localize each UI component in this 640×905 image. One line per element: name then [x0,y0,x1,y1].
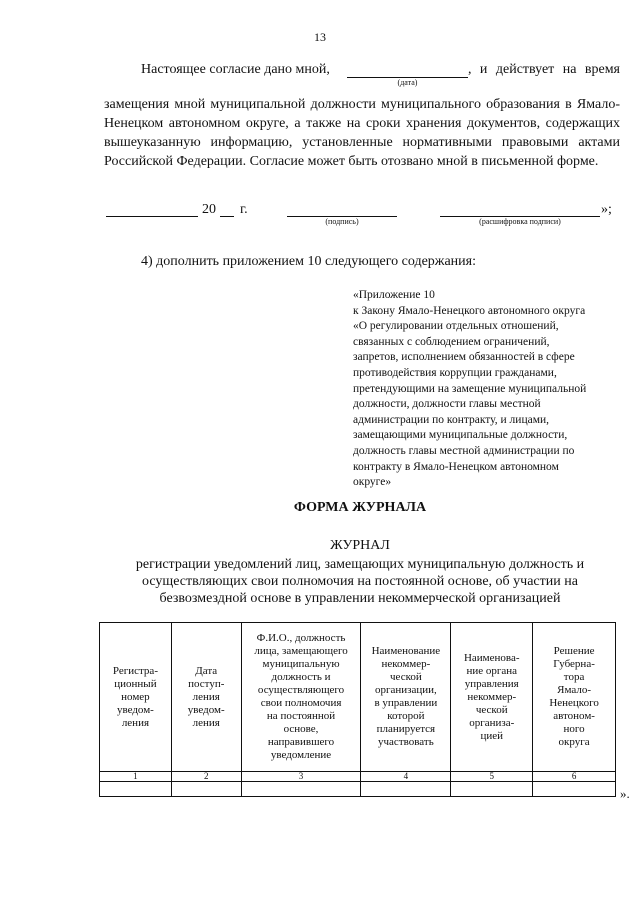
header-line: организации, [374,684,437,696]
consent-paragraph-text: замещения мной муниципальной должности муниципального образования в Ямало-Ненецком автономном округе, а также на сроки хранения документов, содержащих вышеуказанную информацию, установленные нормативными правовыми актами Российской Федерации. Согласие может быть отозвано мной в письменной форме. [104,97,620,169]
signature-caption: (подпись) [325,217,359,226]
column-number: 3 [241,772,361,782]
header-line: ления [121,716,150,729]
appendix-line: «О регулировании отдельных отношений, [353,320,559,333]
empty-cell [241,782,361,797]
header-line: ного [563,723,585,735]
appendix-header [353,288,623,491]
appendix-line: замещающими муниципальные должности, [353,429,568,442]
appendix-line: претендующими на замещение муниципальной [353,382,587,395]
header-line: Ямало- [557,684,591,696]
header-line: тора [563,671,585,683]
column-number: 4 [361,772,451,782]
consent-line-end: , и действует на время [468,62,620,77]
journal-subtitle [100,556,620,607]
consent-line-start: Настоящее согласие дано мной, [141,62,330,77]
empty-cell [361,782,451,797]
header-line: цией [480,729,503,742]
header-cell-reg-number [100,623,172,772]
header-line: округа [558,736,590,748]
table-header-row [100,623,616,772]
header-line: на постоянной [266,710,336,722]
header-line: направившего [267,736,335,748]
consent-paragraph [104,95,620,171]
table-closing: ». [620,786,630,801]
form-title: ФОРМА ЖУРНАЛА [293,500,427,515]
appendix-line: противодействия коррупции гражданами, [353,366,557,379]
empty-cell [533,782,616,797]
header-line: управления [464,677,519,690]
journal-table [99,622,616,797]
appendix-line: запретов, исполнением обязанностей в сфере [353,351,575,364]
column-number: 5 [451,772,533,782]
appendix-line: округе» [353,476,392,489]
appendix-line: должность главы местной администрации по [353,444,575,457]
header-line: Ф.И.О., должность [256,632,346,644]
column-number: 1 [100,772,172,782]
header-line: Губерна- [553,658,595,670]
header-line: планируется [376,723,436,735]
header-line: организа- [469,716,515,729]
header-line: свои полномочия [260,697,342,709]
header-line: Решение [553,645,595,657]
header-line: участвовать [378,736,434,748]
date-caption: (дата) [397,78,418,87]
header-cell-date [171,623,241,772]
header-line: уведомление [270,749,332,761]
header-line: ческой [475,703,508,716]
header-line: Наименование [371,645,441,657]
header-line: некоммер- [381,658,431,670]
header-line: Наименова- [463,651,520,664]
signature-closing: »; [601,202,612,217]
header-line: Ненецкого [549,697,599,709]
header-cell-organization [361,623,451,772]
empty-cell [100,782,172,797]
header-line: которой [387,710,425,722]
header-line: Регистра- [112,664,158,677]
empty-cell [171,782,241,797]
header-line: ления [192,716,220,729]
header-cell-management-body [451,623,533,772]
header-line: ционный [114,677,157,690]
header-line: поступ- [188,677,225,690]
header-line: некоммер- [467,690,517,703]
amendment-text: 4) дополнить приложением 10 следующего содержания: [141,254,476,269]
header-line: Дата [195,664,218,677]
header-cell-person [241,623,361,772]
empty-cell [451,782,533,797]
decoding-caption: (расшифровка подписи) [479,217,561,226]
header-line: в управлении [374,697,438,709]
page-number: 13 [314,30,326,44]
year-line [220,216,234,217]
journal-subtitle-line: осуществляющих свои полномочия на постоянной основе, об участии на [142,574,578,589]
header-line: должность и [271,671,331,683]
journal-subtitle-line: безвозмездной основе в управлении некоммерческой организацией [159,591,561,606]
table-row [100,782,616,797]
year-prefix: 20 [202,202,216,217]
appendix-line: связанных с соблюдением ограничений, [353,335,550,348]
year-suffix: г. [240,202,248,217]
header-line: номер [121,690,150,703]
header-cell-governor-decision [533,623,616,772]
header-line: лица, замещающего [254,645,348,657]
column-number: 6 [533,772,616,782]
appendix-line: «Приложение 10 [353,289,435,301]
journal-subtitle-line: регистрации уведомлений лиц, замещающих муниципальную должность и [135,557,585,572]
header-line: уведом- [187,703,225,716]
header-line: автоном- [553,710,595,722]
header-line: основе, [283,723,319,735]
journal-title: ЖУРНАЛ [330,538,390,553]
header-line: осуществляющего [257,684,345,696]
appendix-line: администрации по контракту, и лицами, [353,413,550,426]
appendix-line: должности, должности главы местной [353,398,541,411]
header-line: ческой [390,671,422,683]
header-line: муниципальную [262,658,340,670]
day-month-line [106,216,198,217]
appendix-line: контракту в Ямало-Ненецком автономном [353,460,559,473]
column-number: 2 [171,772,241,782]
header-line: уведом- [116,703,154,716]
header-line: ления [192,690,220,703]
appendix-line: к Закону Ямало-Ненецкого автономного округа [353,304,586,317]
column-number-row [100,772,616,782]
header-line: ние органа [466,664,518,677]
